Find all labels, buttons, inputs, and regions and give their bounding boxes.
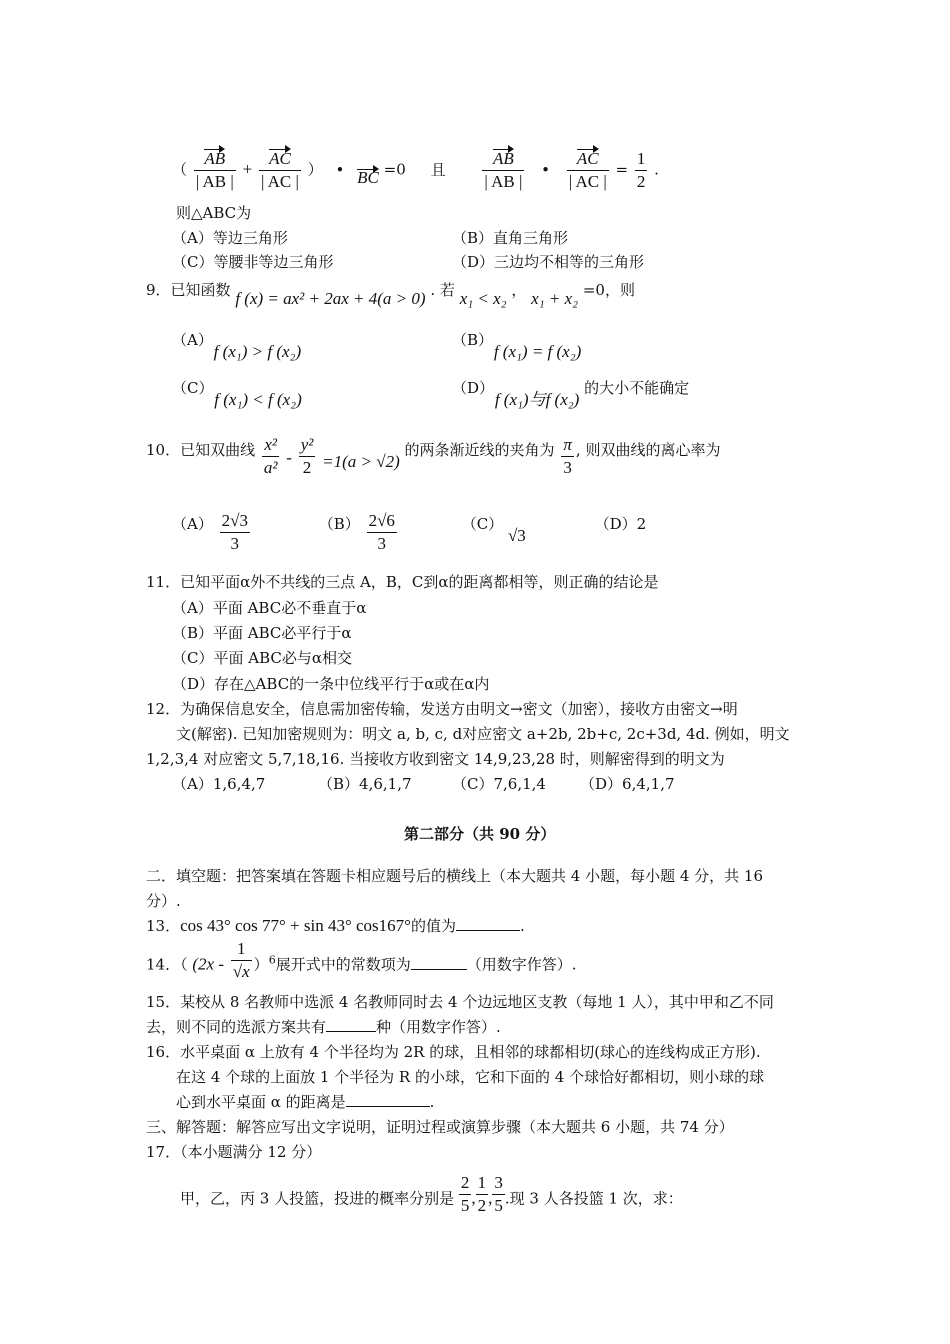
part-two-title: 第二部分（共 90 分） (404, 825, 556, 843)
q10-b-label: （B） (318, 515, 360, 533)
q9-b-expr: f (x₁) = f (x₂) (493, 342, 582, 361)
dot-product: • (335, 160, 345, 179)
frac-x-a (262, 434, 280, 479)
q15-line1: 15．某校从 8 名教师中选派 4 名教师同时去 4 个边远地区支教（每地 1 人），其中甲和乙不同 (146, 993, 774, 1011)
q8-option-d: （D）三边均不相等的三角形 (452, 253, 645, 271)
q10-a-label: （A） (172, 515, 213, 533)
frac-x-num: x² (262, 434, 280, 457)
norm-ac-2: | AC | (568, 172, 607, 191)
q17-f2-den: 2 (477, 1196, 487, 1215)
q9-d-tail: 的大小不能确定 (584, 379, 690, 397)
q10-a-num: 2√3 (220, 510, 250, 533)
q12-line3: 1,2,3,4 对应密文 5,7,18,16. 当接收方收到密文 14,9,23,28 时，则解密得到的明文为 (146, 750, 725, 768)
q11-option-c: （C）平面 ABC必与α相交 (172, 649, 352, 667)
q17-f3-num: 3 (492, 1172, 505, 1195)
q17-body-pre: 甲，乙，丙 3 人投篮，投进的概率分别是 (180, 1189, 455, 1208)
q17-f1-num: 2 (459, 1172, 472, 1195)
plus-sign: + (242, 159, 253, 179)
q10-b-den: 3 (377, 534, 386, 553)
q17-frac-2 (476, 1172, 489, 1217)
q14-exponent: 6 (268, 953, 276, 967)
q9-tail: =0，则 (582, 281, 635, 299)
q15-answer-blank[interactable] (326, 1017, 376, 1032)
dot-product-2: • (541, 160, 550, 179)
equals-sign: = (615, 160, 629, 179)
q13-end: . (519, 917, 525, 935)
q9-cond1: x₁ < x₂ (459, 289, 507, 308)
q16-answer-blank[interactable] (346, 1092, 430, 1107)
q12-line1: 12．为确保信息安全，信息需加密传输，发送方由明文→密文（加密），接收方由密文→明 (146, 700, 738, 718)
equals-zero: =0 (383, 160, 406, 179)
q12-option-a: （A）1,6,4,7 (172, 775, 266, 793)
q16-line3 (176, 1092, 434, 1112)
q14-expr: (2x - (192, 954, 224, 974)
q17-f3-den: 5 (494, 1196, 503, 1215)
q9-d-label: （D） (452, 379, 495, 397)
q14-frac (231, 938, 252, 983)
q12-option-c: （C）7,6,1,4 (452, 775, 546, 793)
q9-option-a (172, 330, 302, 361)
q10-options (172, 511, 647, 555)
q14-tail: 展开式中的常数项为 (275, 955, 411, 974)
q10-d-label: （D）2 (594, 515, 647, 533)
q10-stem (146, 435, 721, 479)
norm-ac: | AC | (260, 172, 299, 191)
norm-ab-2: | AB | (484, 172, 523, 191)
q10-a-den: 3 (230, 534, 240, 553)
q9-option-b (452, 330, 582, 361)
q11-option-a: （A）平面 ABC必不垂直于α (172, 599, 367, 617)
q10-mid: 的两条渐近线的夹角为 (404, 441, 555, 459)
q13-answer-blank[interactable] (456, 916, 520, 931)
minus-sign: - (286, 448, 292, 467)
q13-lead: 13． (146, 917, 181, 935)
q9-mid: . 若 (430, 281, 455, 299)
q9-c-label: （C） (172, 379, 214, 397)
q12-option-b: （B）4,6,1,7 (318, 775, 412, 793)
pi-num: π (561, 434, 574, 457)
frac-y-num: y² (299, 434, 316, 457)
q10-a-frac (220, 510, 250, 555)
unit-vector-ab-2 (482, 148, 524, 193)
q14-close: ） (253, 955, 269, 974)
fill-blank-instructions-1: 二．填空题：把答案填在答题卡相应题号后的横线上（本大题共 4 小题，每小题 4 分，共 16 (146, 867, 764, 885)
one-half (635, 148, 648, 193)
q12-option-d: （D）6,4,1,7 (580, 775, 675, 793)
q9-c-expr: f (x₁) < f (x₂) (214, 390, 302, 409)
q16-line3-post: . (429, 1093, 435, 1111)
q9-comma: ， (511, 281, 527, 299)
q14 (146, 939, 577, 983)
pi-comma: , (575, 441, 581, 459)
q16-line3-pre: 心到水平桌面 α 的距离是 (176, 1093, 346, 1111)
vector-ab-2: AB (492, 149, 514, 168)
q14-frac-den: √x (232, 962, 250, 981)
q14-end: （用数字作答）. (466, 955, 577, 974)
half-numerator: 1 (635, 148, 648, 171)
q9-option-c (172, 378, 302, 409)
q9-option-d (452, 378, 690, 409)
q9-function: f (x) = ax² + 2ax + 4(a > 0) (235, 289, 426, 308)
q17-f1-den: 5 (460, 1196, 470, 1215)
half-denominator: 2 (636, 172, 646, 191)
unit-vector-ab (194, 148, 236, 193)
q13-tail: 的值为 (410, 917, 456, 935)
q10-b-frac (367, 510, 397, 555)
q8-option-c: （C）等腰非等边三角形 (172, 253, 334, 271)
q10-c-label: （C） (461, 515, 504, 533)
paren-open: （ (172, 160, 188, 179)
unit-vector-ac (259, 148, 301, 193)
q17-head: 17．（本小题满分 12 分） (146, 1143, 322, 1161)
q12-line2: 文(解密). 已知加密规则为：明文 a, b, c, d对应密文 a+2b, 2b+c, 2c+3d, 4d. 例如，明文 (176, 725, 790, 743)
q9-cond2: x₁ + x₂ (531, 289, 579, 308)
q9-a-label: （A） (172, 331, 213, 349)
q16-line2: 在这 4 个球的上面放 1 个半径为 R 的小球，它和下面的 4 个球恰好都相切，则小球的球 (176, 1068, 765, 1086)
q8-option-a: （A）等边三角形 (172, 229, 288, 247)
pi-den: 3 (563, 458, 572, 477)
q10-equation-tail: =1(a > √2) (322, 452, 400, 471)
q10-b-num: 2√6 (367, 510, 397, 533)
vector-bc: BC (357, 167, 379, 187)
q9-stem (146, 280, 635, 308)
q9-d-expr: f (x₁)与f (x₂) (494, 390, 580, 409)
q9-b-label: （B） (452, 331, 494, 349)
q14-answer-blank[interactable] (411, 955, 467, 970)
unit-vector-ac-2 (567, 148, 609, 193)
q16-line1: 16．水平桌面 α 上放有 4 个半径均为 2R 的球，且相邻的球都相切(球心的连线构成正方形). (146, 1043, 761, 1061)
q8-stem: 则△ABC为 (176, 204, 252, 222)
q11-option-b: （B）平面 ABC必平行于α (172, 624, 352, 642)
q17-body: 甲，乙，丙 3 人投篮，投进的概率分别是 $\frac{2}{5}$ , $\frac{1}{2}$ , $\frac{3}{5}$ .现 3 人各投篮 1 次，求： (180, 1173, 683, 1215)
q13-expr: cos 43° cos 77° + sin 43° cos167° (180, 916, 411, 935)
vector-ac-2: AC (576, 149, 599, 168)
frac-pi-3 (561, 434, 574, 479)
and-word: 且 (430, 160, 446, 179)
q10-lead: 10．已知双曲线 (146, 441, 256, 459)
q8-condition (172, 148, 659, 191)
q17-body-post: .现 3 人各投篮 1 次，求： (504, 1189, 683, 1208)
frac-y-2 (299, 434, 316, 479)
q8-period: . (654, 160, 659, 179)
q15-line2-post: 种（用数字作答）. (376, 1018, 501, 1036)
q17-f2-num: 1 (476, 1172, 489, 1195)
q17-frac-1 (459, 1172, 472, 1217)
q10-tail: 则双曲线的离心率为 (585, 441, 721, 459)
norm-ab: | AB | (195, 172, 234, 191)
q17-frac-3 (492, 1172, 505, 1217)
frac-x-den: a² (263, 458, 278, 477)
q14-lead: 14．（ (146, 955, 188, 974)
vector-ab: AB (204, 149, 226, 168)
fill-blank-instructions-2: 分）. (146, 892, 181, 910)
vector-ac: AC (269, 149, 291, 168)
q8-option-b: （B）直角三角形 (452, 229, 569, 247)
q14-frac-num: 1 (231, 938, 252, 961)
q10-c-val: √3 (507, 526, 526, 545)
q9-a-expr: f (x₁) > f (x₂) (213, 342, 302, 361)
q11-option-d: （D）存在△ABC的一条中位线平行于α或在α内 (172, 675, 490, 693)
q15-line2 (146, 1017, 501, 1037)
frac-y-den: 2 (302, 458, 312, 477)
paren-close: ） (307, 160, 323, 179)
q13 (146, 916, 525, 936)
q11-stem: 11．已知平面α外不共线的三点 A，B，C到α的距离都相等，则正确的结论是 (146, 573, 659, 591)
solve-instructions: 三、解答题：解答应写出文字说明，证明过程或演算步骤（本大题共 6 小题，共 74 分） (146, 1118, 734, 1136)
q9-lead: 9．已知函数 (146, 281, 231, 299)
q15-line2-pre: 去，则不同的选派方案共有 (146, 1018, 327, 1036)
